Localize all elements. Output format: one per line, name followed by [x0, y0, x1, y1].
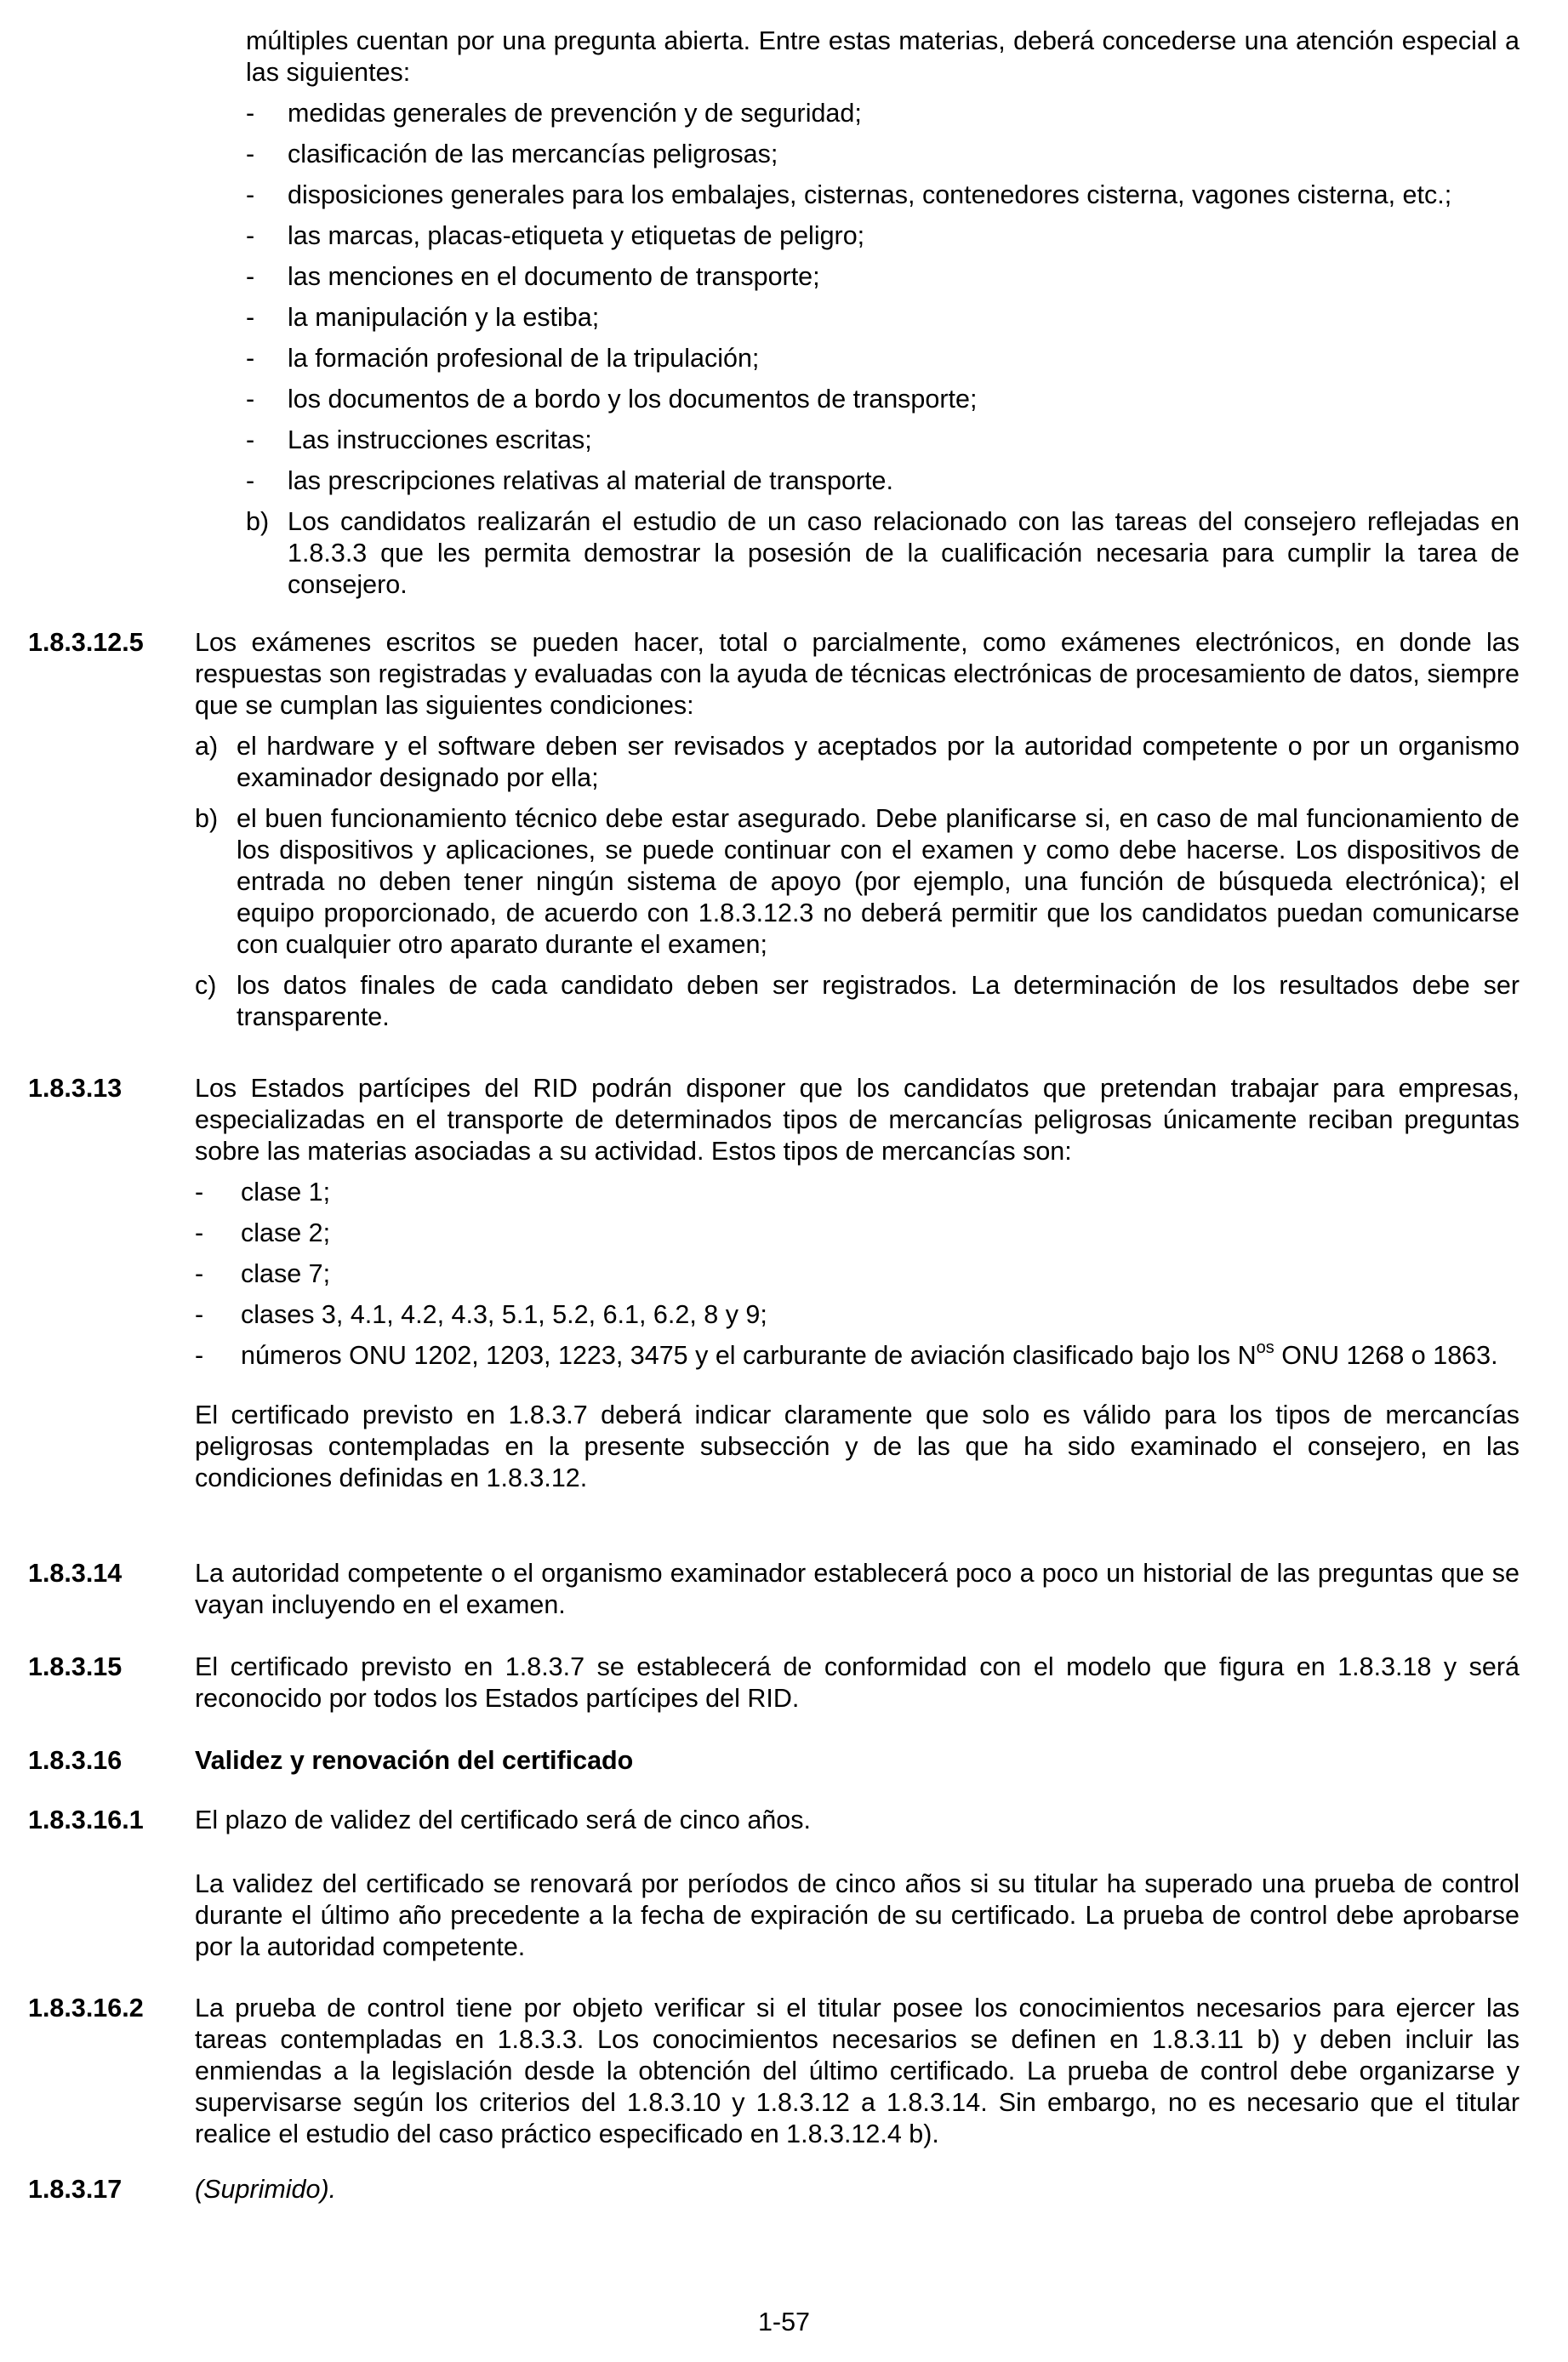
- section-heading: Validez y renovación del certificado: [195, 1746, 634, 1775]
- list-item: - la manipulación y la estiba;: [246, 302, 1520, 334]
- section-text: Los Estados partícipes del RID podrán disponer que los candidatos que pretendan trabajar para empresas, especializadas en el transporte de determinados tipos de mercancías peligrosas únicamente reciban preguntas sobre las materias asociadas a su actividad. Estos tipos de mercancías son:: [195, 1074, 1520, 1166]
- section-number: 1.8.3.16.1: [28, 1806, 144, 1834]
- goods-types-list: [195, 1177, 1520, 1372]
- section-1-8-3-12-5: [28, 627, 1520, 1033]
- item-label: b): [195, 804, 219, 833]
- section-text: El plazo de validez del certificado será de cinco años.: [195, 1806, 811, 1834]
- list-item: - las menciones en el documento de transporte;: [246, 261, 1520, 293]
- section-1-8-3-16: [28, 1745, 1520, 1777]
- condition-c: [195, 970, 1520, 1033]
- section-1-8-3-17: [28, 2174, 1520, 2205]
- item-label: c): [195, 971, 217, 1000]
- list-item: - números ONU 1202, 1203, 1223, 3475 y el carburante de aviación clasificado bajo los $N^{os}$ ONU 1268 o 1863.: [195, 1340, 1520, 1372]
- section-1-8-3-16-2: [28, 1993, 1520, 2150]
- section-1-8-3-14: [28, 1558, 1520, 1621]
- list-item: - las prescripciones relativas al material de transporte.: [246, 465, 1520, 497]
- list-item: - clase 7;: [195, 1258, 1520, 1290]
- condition-a: [195, 731, 1520, 794]
- section-text: El certificado previsto en 1.8.3.7 deberá indicar claramente que solo es válido para los tipos de mercancías peligrosas contempladas en la presente subsección y de las que ha sido examinado el consejero, en las condiciones definidas en 1.8.3.12.: [195, 1401, 1520, 1492]
- section-text: El certificado previsto en 1.8.3.7 se establecerá de conformidad con el modelo que figura en 1.8.3.18 y será reconocido por todos los Estados partícipes del RID.: [195, 1652, 1520, 1713]
- item-text: los datos finales de cada candidato deben ser registrados. La determinación de los resultados debe ser transparente.: [237, 971, 1520, 1031]
- section-number: 1.8.3.16: [28, 1746, 123, 1775]
- list-item: - clase 2;: [195, 1218, 1520, 1249]
- item-text: el hardware y el software deben ser revisados y aceptados por la autoridad competente o por un organismo examinador designado por ella;: [237, 732, 1520, 792]
- list-item: - medidas generales de prevención y de seguridad;: [246, 98, 1520, 129]
- item-text: Los candidatos realizarán el estudio de un caso relacionado con las tareas del consejero reflejadas en 1.8.3.3 que les permita demostrar la posesión de la cualificación necesaria para cumplir la tarea de consejero.: [288, 507, 1520, 599]
- section-text: La validez del certificado se renovará por períodos de cinco años si su titular ha superado una prueba de control durante el último año precedente a la fecha de expiración de su certificado. La prueba de control debe aprobarse por la autoridad competente.: [195, 1869, 1520, 1961]
- section-text: La autoridad competente o el organismo examinador establecerá poco a poco un historial de las preguntas que se vayan incluyendo en el examen.: [195, 1559, 1520, 1619]
- list-item: - los documentos de a bordo y los documentos de transporte;: [246, 384, 1520, 415]
- list-item: - la formación profesional de la tripulación;: [246, 343, 1520, 374]
- item-label: a): [195, 732, 219, 761]
- list-item: - clases 3, 4.1, 4.2, 4.3, 5.1, 5.2, 6.1, 6.2, 8 y 9;: [195, 1299, 1520, 1331]
- page-number: 1-57: [757, 2308, 811, 2336]
- section-number: 1.8.3.17: [28, 2175, 123, 2204]
- section-number: 1.8.3.13: [28, 1074, 123, 1103]
- section-text: (Suprimido).: [195, 2175, 337, 2204]
- list-item: - clase 1;: [195, 1177, 1520, 1208]
- continued-section: [246, 26, 1520, 601]
- section-number: 1.8.3.16.2: [28, 1994, 144, 2023]
- case-study-item: [246, 506, 1520, 601]
- item-text: el buen funcionamiento técnico debe estar asegurado. Debe planificarse si, en caso de mal funcionamiento de los dispositivos y aplicaciones, se puede continuar con el examen y como debe hacerse. Los dispositivos de entrada no deben tener ningún sistema de apoyo (por ejemplo, una función de búsqueda electrónica); el equipo proporcionado, de acuerdo con 1.8.3.12.3 no deberá permitir que los candidatos puedan comunicarse con cualquier otro aparato durante el examen;: [237, 804, 1520, 959]
- section-text: La prueba de control tiene por objeto verificar si el titular posee los conocimientos necesarios para ejercer las tareas contempladas en 1.8.3.3. Los conocimientos necesarios se definen en 1.8.3.11 b) y deben incluir las enmiendas a la legislación desde la obtención del último certificado. La prueba de control debe organizarse y supervisarse según los criterios del 1.8.3.10 y 1.8.3.12 a 1.8.3.14. Sin embargo, no es necesario que el titular realice el estudio del caso práctico especificado en 1.8.3.12.4 b).: [195, 1994, 1520, 2148]
- section-number: 1.8.3.14: [28, 1559, 123, 1588]
- list-item: - Las instrucciones escritas;: [246, 425, 1520, 456]
- list-item: - las marcas, placas-etiqueta y etiquetas de peligro;: [246, 220, 1520, 252]
- section-1-8-3-15: [28, 1652, 1520, 1714]
- topics-list: [246, 98, 1520, 497]
- list-item: - disposiciones generales para los embalajes, cisternas, contenedores cisterna, vagones cisterna, etc.;: [246, 180, 1520, 211]
- section-text: Los exámenes escritos se pueden hacer, total o parcialmente, como exámenes electrónicos, en donde las respuestas son registradas y evaluadas con la ayuda de técnicas electrónicas de procesamiento de datos, siempre que se cumplan las siguientes condiciones:: [195, 628, 1520, 720]
- continued-intro: múltiples cuentan por una pregunta abierta. Entre estas materias, deberá concederse una atención especial a las siguientes:: [246, 26, 1520, 87]
- section-1-8-3-13: [28, 1073, 1520, 1494]
- condition-b: [195, 803, 1520, 961]
- section-1-8-3-16-1: [28, 1805, 1520, 1963]
- item-label: b): [246, 507, 270, 536]
- section-number: 1.8.3.15: [28, 1652, 123, 1681]
- list-item: - clasificación de las mercancías peligrosas;: [246, 139, 1520, 170]
- section-number: 1.8.3.12.5: [28, 628, 144, 657]
